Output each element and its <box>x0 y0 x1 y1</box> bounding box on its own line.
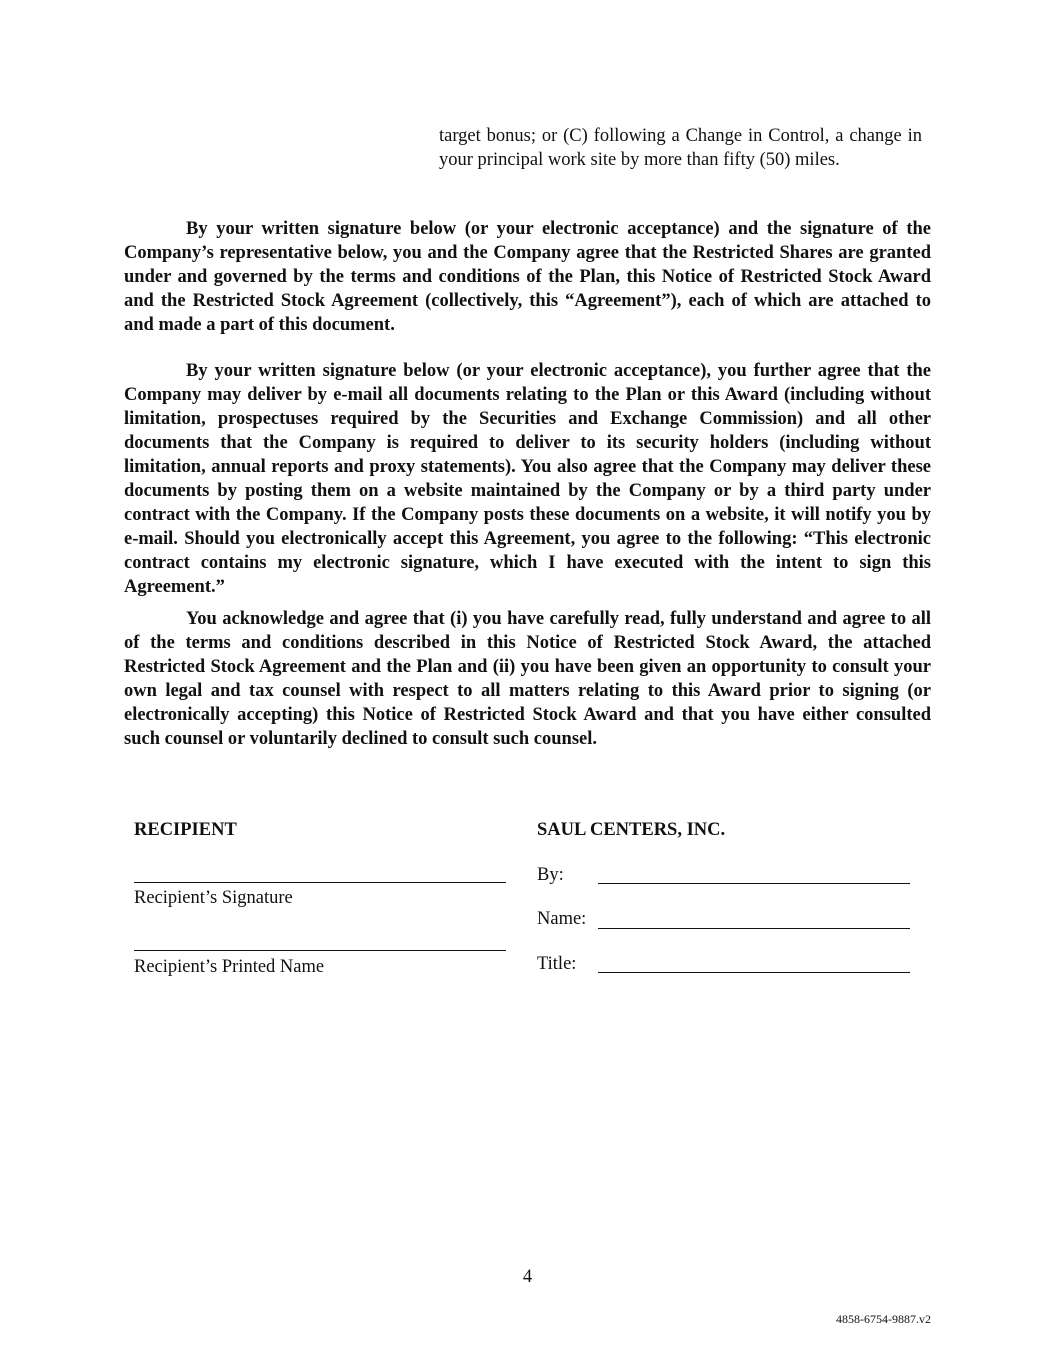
company-name-line[interactable] <box>598 928 910 929</box>
document-id: 4858-6754-9887.v2 <box>836 1312 931 1326</box>
agreement-paragraph: By your written signature below (or your electronic acceptance) and the signature of the Company’s representative below, you and the Company agree that the Restricted Shares are granted under and governed by the terms and conditions of the Plan, this Notice of Restricted Stock Award and the Restricted Stock Agreement (collectively, this “Agreement”), each of which are attached to and made a part of this document. <box>124 219 931 335</box>
recipient-name-line[interactable] <box>134 950 506 951</box>
recipient-name-label: Recipient’s Printed Name <box>134 957 325 977</box>
company-by-label: By: <box>537 865 564 885</box>
company-title-label: Title: <box>537 954 577 974</box>
company-name-label: Name: <box>537 909 587 929</box>
company-heading: SAUL CENTERS, INC. <box>537 820 726 840</box>
continuation-text: target bonus; or (C) following a Change in Control, a change in your principal work site by more than fifty (50) miles. <box>439 126 922 170</box>
recipient-signature-line[interactable] <box>134 882 506 883</box>
recipient-heading: RECIPIENT <box>134 820 237 840</box>
company-title-line[interactable] <box>598 972 910 973</box>
company-by-line[interactable] <box>598 883 910 884</box>
electronic-delivery-paragraph: By your written signature below (or your electronic acceptance), you further agree that the Company may deliver by e-mail all documents relating to the Plan or this Award (including without limitation, prospectuses required by the Securities and Exchange Commission) and all other documents that the Company is required to deliver to its security holders (including without limitation, annual reports and proxy statements). You also agree that the Company may deliver these documents by posting them on a website maintained by the Company or by a third party under contract with the Company. If the Company posts these documents on a website, it will notify you by e-mail. Should you electronically accept this Agreement, you agree to the following: “This electronic contract contains my electronic signature, which I have executed with the intent to sign this Agreement.” <box>124 361 931 597</box>
acknowledgement-paragraph: You acknowledge and agree that (i) you have carefully read, fully understand and agree to all of the terms and conditions described in this Notice of Restricted Stock Award, the attached Restricted Stock Agreement and the Plan and (ii) you have been given an opportunity to consult your own legal and tax counsel with respect to all matters relating to this Award prior to signing (or electronically accepting) this Notice of Restricted Stock Award and that you have either consulted such counsel or voluntarily declined to consult such counsel. <box>124 609 931 749</box>
page-number: 4 <box>522 1267 533 1287</box>
recipient-signature-label: Recipient’s Signature <box>134 888 293 908</box>
